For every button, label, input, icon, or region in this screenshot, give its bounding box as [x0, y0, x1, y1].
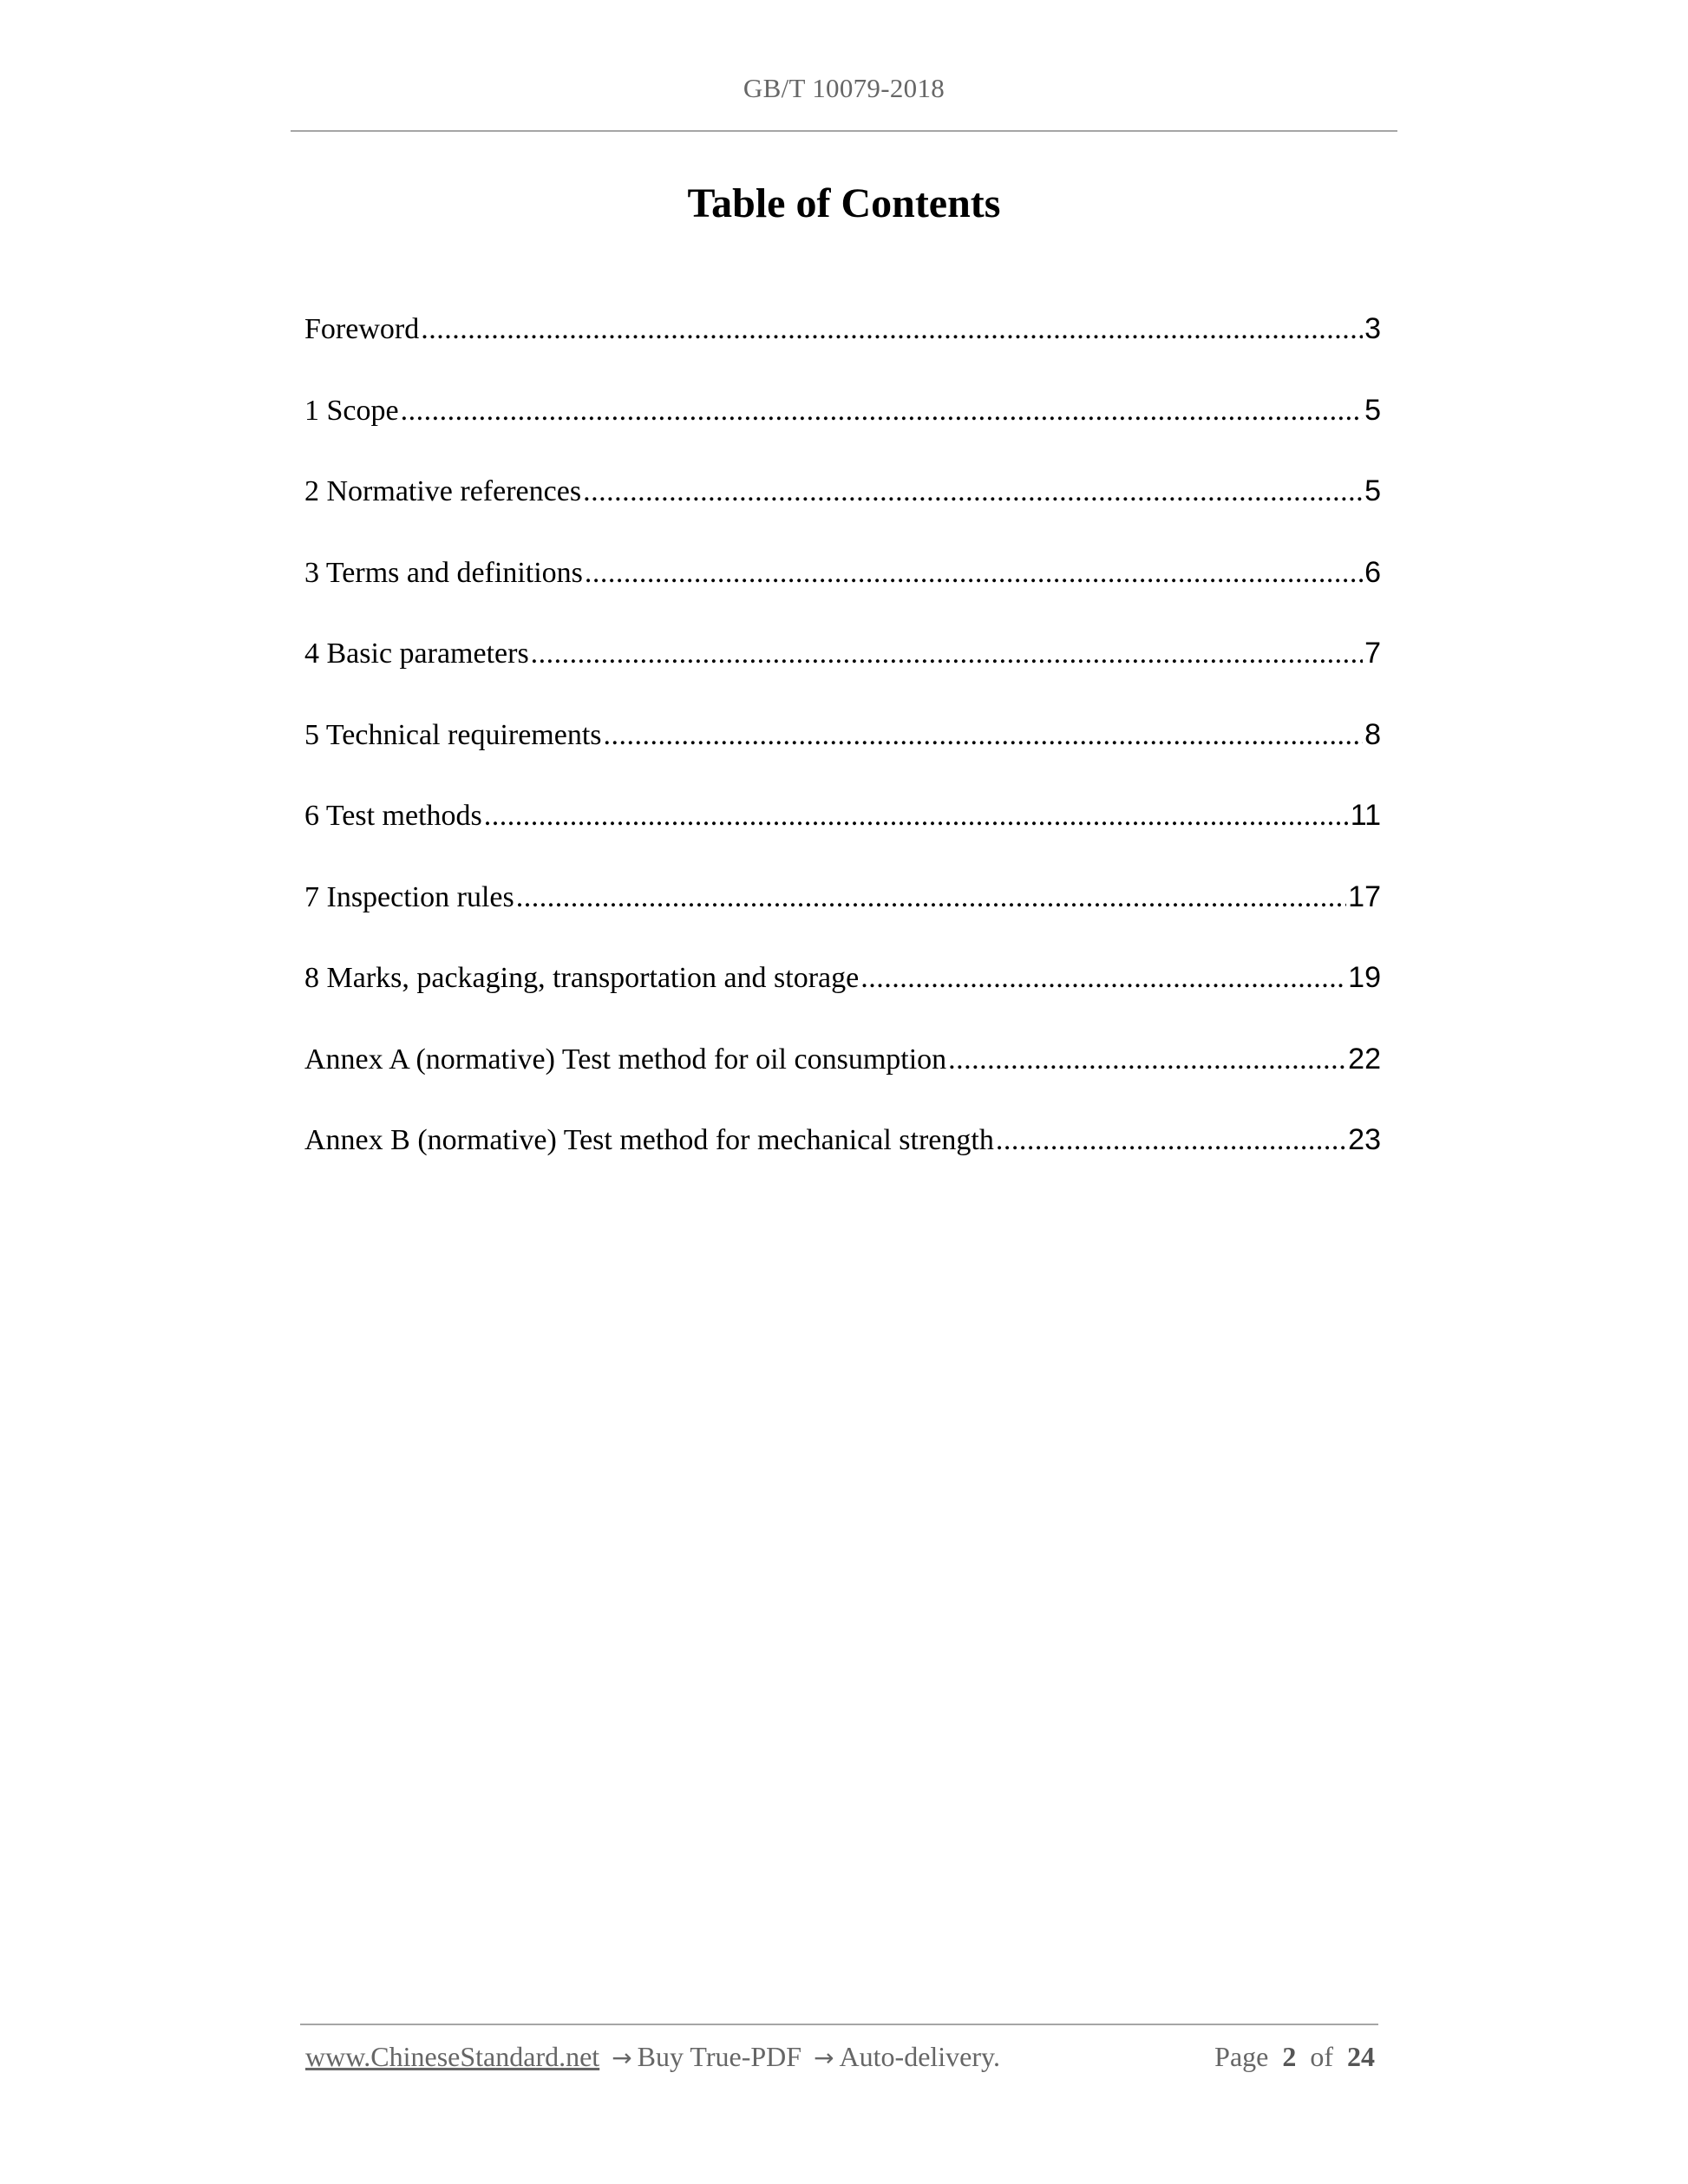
website-link[interactable]: www.ChineseStandard.net — [305, 2041, 600, 2072]
toc-entry-normative-references[interactable] — [304, 469, 1381, 551]
dot-leader — [516, 876, 1346, 919]
toc-entry-technical-requirements[interactable] — [304, 713, 1381, 794]
dot-leader — [585, 552, 1363, 595]
toc-entry-page[interactable]: 5 — [1364, 474, 1381, 507]
toc-entry-page[interactable]: 11 — [1350, 799, 1381, 832]
toc-entry-page[interactable]: 23 — [1348, 1123, 1381, 1156]
toc-entry-scope[interactable] — [304, 389, 1381, 470]
toc-entry-annex-a[interactable] — [304, 1037, 1381, 1119]
toc-entry-label[interactable]: 4 Basic parameters — [304, 638, 529, 670]
toc-entry-page[interactable]: 6 — [1364, 555, 1381, 589]
toc-entry-page[interactable]: 19 — [1348, 961, 1381, 994]
dot-leader — [421, 308, 1363, 351]
toc-entry-label[interactable]: 1 Scope — [304, 394, 399, 427]
dot-leader — [860, 957, 1346, 1000]
toc-entry-label[interactable]: 8 Marks, packaging, transportation and storage — [304, 962, 860, 994]
footer-promo — [305, 2041, 1000, 2073]
of-word: of — [1310, 2041, 1333, 2072]
dot-leader — [948, 1038, 1346, 1082]
toc-entry-annex-b[interactable] — [304, 1118, 1381, 1200]
auto-delivery-text: Auto-delivery. — [839, 2041, 1000, 2072]
toc-entry-marks-packaging[interactable] — [304, 956, 1381, 1037]
toc-entry-page[interactable]: 8 — [1364, 717, 1381, 751]
standard-number: GB/T 10079-2018 — [743, 73, 945, 103]
toc-entry-inspection-rules[interactable] — [304, 875, 1381, 957]
toc-entry-terms-definitions[interactable] — [304, 551, 1381, 632]
dot-leader — [484, 794, 1349, 838]
total-pages-number: 24 — [1347, 2041, 1375, 2072]
toc-entry-page[interactable]: 7 — [1364, 637, 1381, 670]
dot-leader — [583, 470, 1363, 513]
toc-entry-page[interactable]: 22 — [1348, 1042, 1381, 1076]
header-divider — [291, 130, 1397, 132]
toc-entry-page[interactable]: 5 — [1364, 393, 1381, 427]
toc-entry-label[interactable]: 6 Test methods — [304, 800, 482, 832]
toc-entry-basic-parameters[interactable] — [304, 631, 1381, 713]
toc-entry-label[interactable]: Annex B (normative) Test method for mechanical strength — [304, 1124, 994, 1156]
dot-leader — [401, 389, 1363, 433]
document-header — [291, 73, 1397, 104]
toc-entry-label[interactable]: 7 Inspection rules — [304, 880, 514, 913]
toc-entry-foreword[interactable] — [304, 307, 1381, 389]
toc-entry-label[interactable]: Annex A (normative) Test method for oil consumption — [304, 1043, 947, 1076]
arrow-right-icon: → — [814, 2043, 834, 2072]
page-indicator — [1214, 2041, 1375, 2073]
dot-leader — [996, 1119, 1346, 1162]
toc-entry-label[interactable]: 5 Technical requirements — [304, 718, 602, 751]
toc-entry-label[interactable]: 3 Terms and definitions — [304, 556, 583, 589]
toc-entry-page[interactable]: 17 — [1348, 879, 1381, 913]
toc-entry-test-methods[interactable] — [304, 794, 1381, 875]
toc-entry-page[interactable]: 3 — [1364, 312, 1381, 345]
dot-leader — [531, 632, 1363, 676]
page-footer — [305, 2041, 1375, 2073]
dot-leader — [604, 714, 1364, 757]
table-of-contents — [304, 307, 1381, 1200]
page-word: Page — [1214, 2041, 1269, 2072]
toc-entry-label[interactable]: 2 Normative references — [304, 475, 582, 507]
toc-entry-label[interactable]: Foreword — [304, 313, 420, 345]
buy-true-pdf-text: Buy True-PDF — [637, 2041, 802, 2072]
arrow-right-icon: → — [612, 2043, 632, 2072]
page-title: Table of Contents — [687, 180, 1001, 226]
footer-divider — [300, 2024, 1378, 2025]
current-page-number: 2 — [1282, 2041, 1297, 2072]
